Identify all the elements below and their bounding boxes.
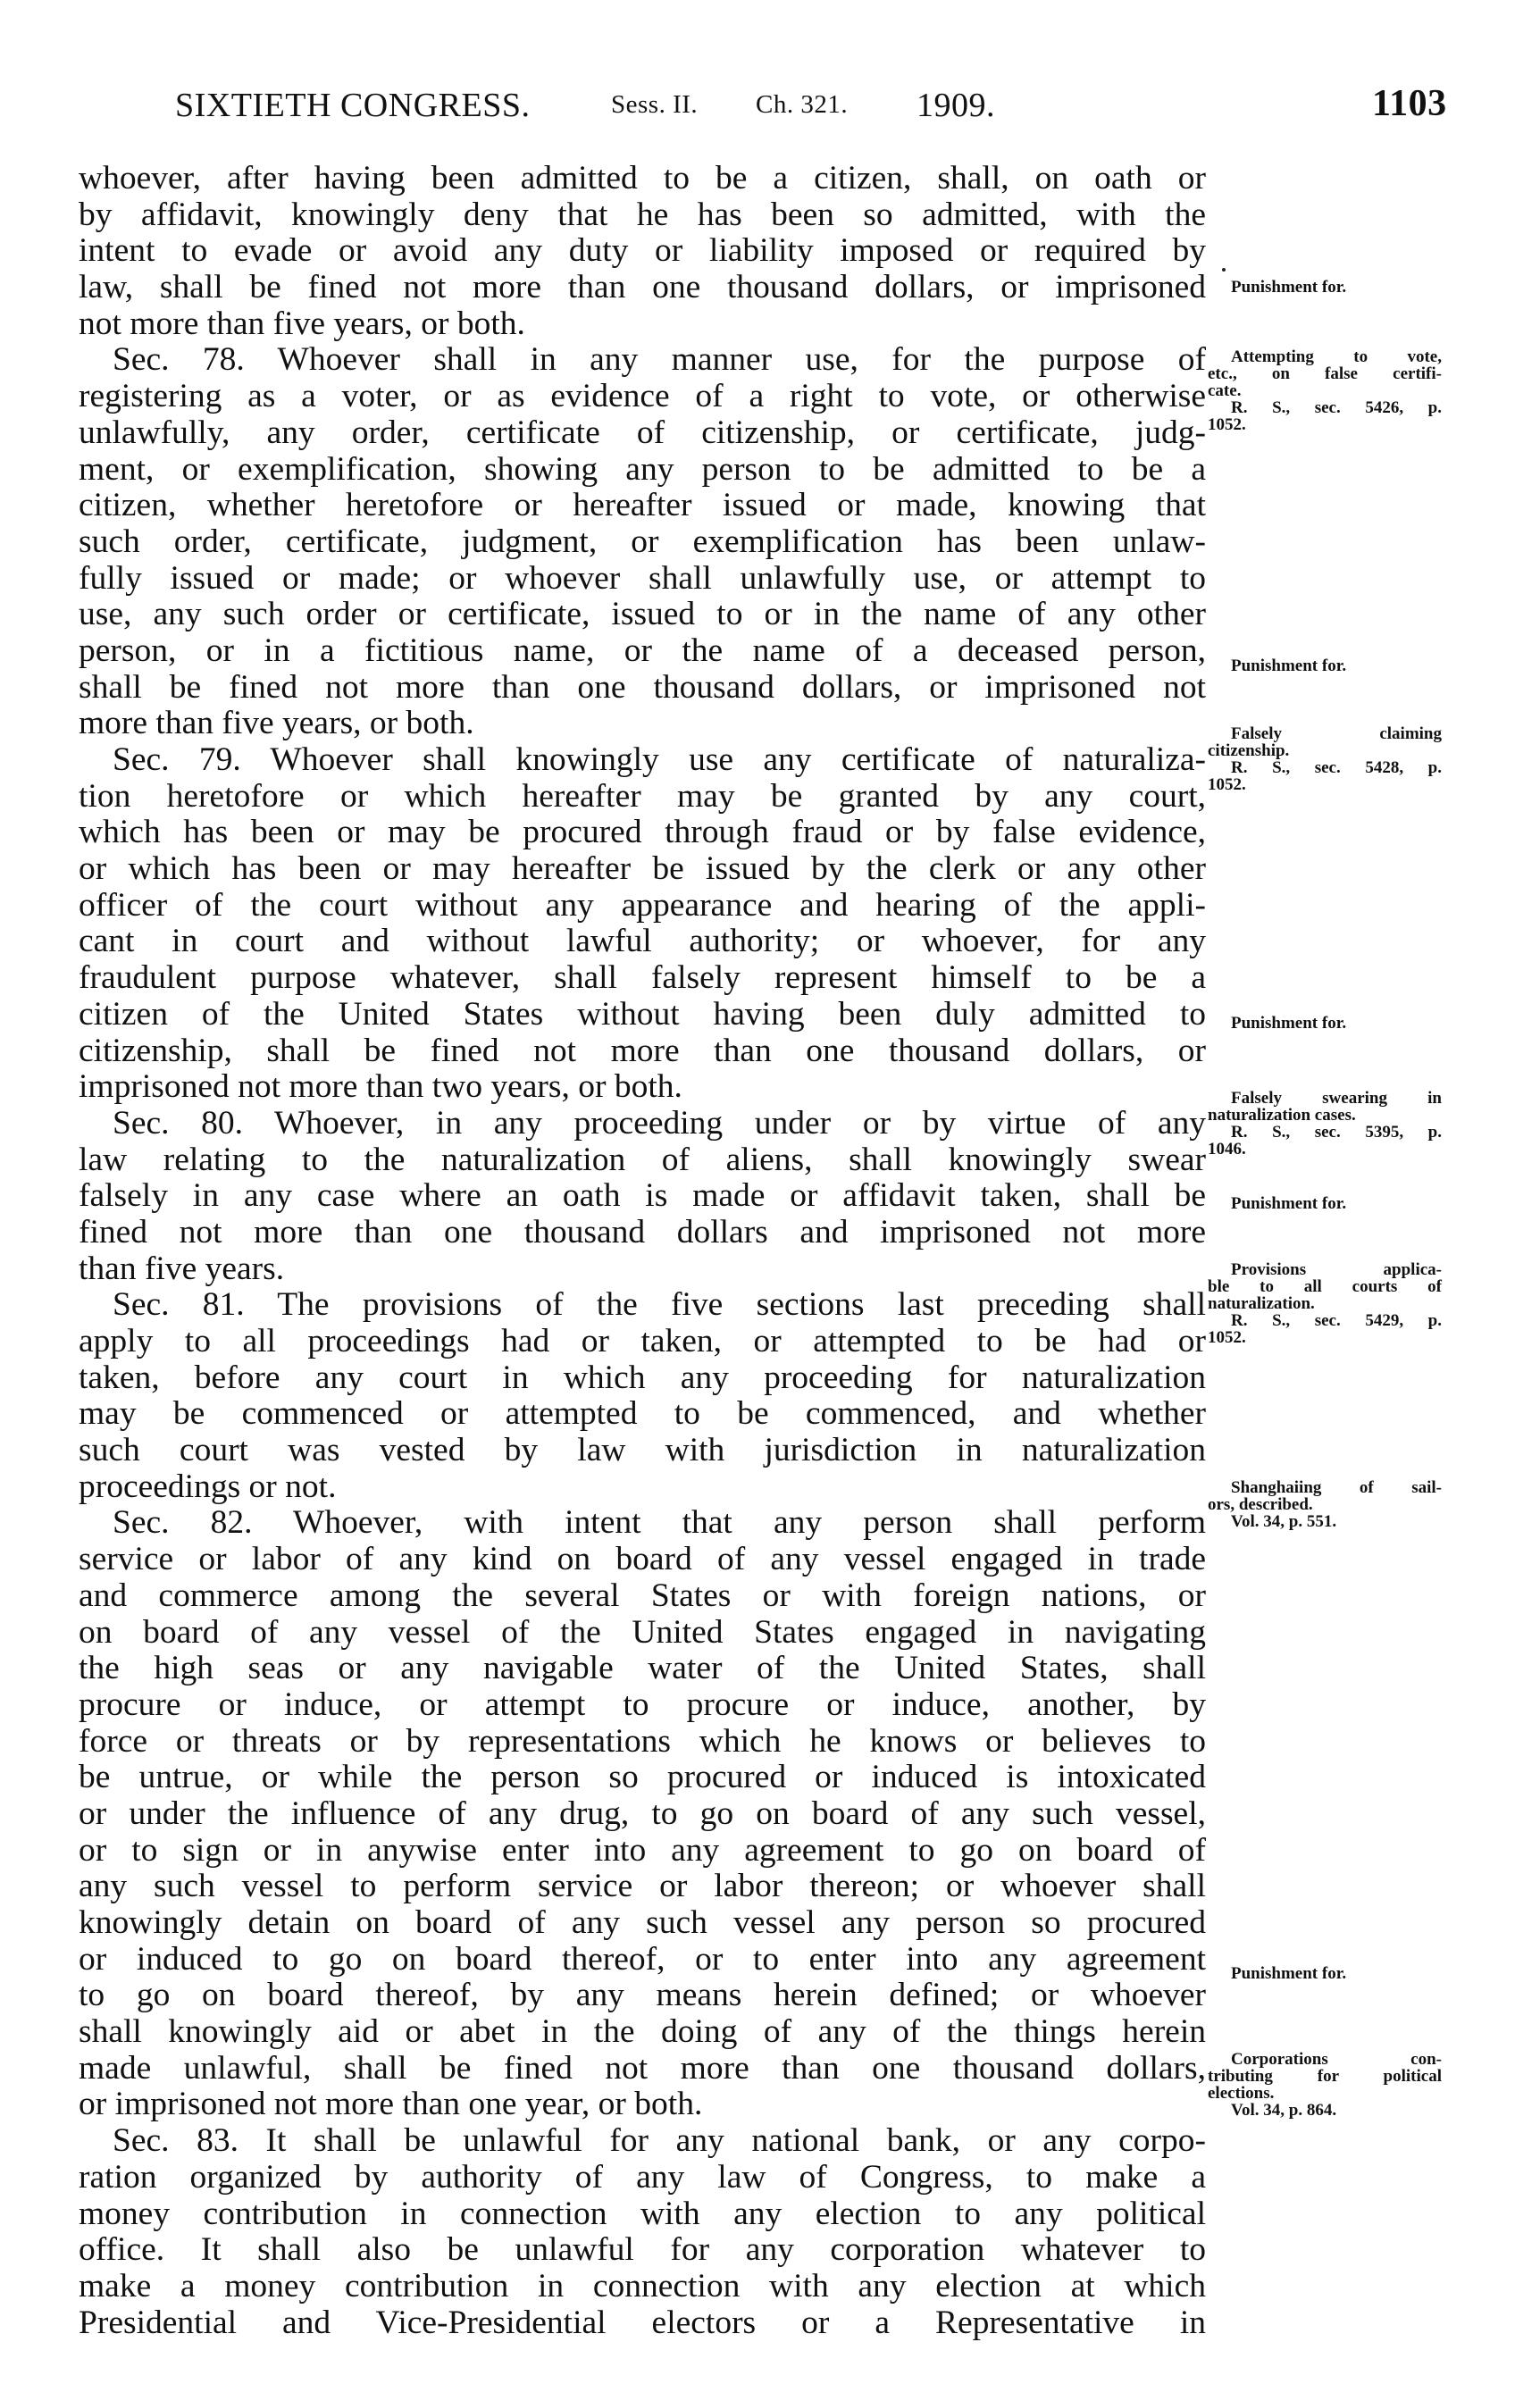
note-line: Punishment for. xyxy=(1231,1014,1347,1033)
text-line: to go on board thereof, by any means herein defined; or whoever xyxy=(79,1977,1206,2014)
margin-note-punishment-78 xyxy=(1208,657,1442,674)
note-line: cate. xyxy=(1208,381,1242,400)
header-chapter: Ch. 321. xyxy=(756,90,849,119)
text-line: or under the influence of any drug, to go on board of any such vessel, xyxy=(79,1794,1206,1832)
text-line: Presidential and Vice-Presidential electors or a Representative in xyxy=(79,2304,1206,2341)
text-line: or induced to go on board thereof, or to enter into any agreement xyxy=(79,1940,1206,1978)
text-line: than five years. xyxy=(79,1250,285,1287)
text-line: cant in court and without lawful authority; or whoever, for any xyxy=(79,923,1206,960)
margin-note-punishment-79 xyxy=(1208,1015,1442,1032)
section-78-start: Sec. 78. Whoever shall in any manner use, for the purpose of xyxy=(113,341,1206,379)
note-line: naturalization. xyxy=(1208,1294,1315,1313)
text-line: fined not more than one thousand dollars and imprisoned not more xyxy=(79,1213,1206,1251)
note-line: Punishment for. xyxy=(1231,657,1347,675)
text-line: money contribution in connection with any election to any political xyxy=(79,2195,1206,2232)
note-line: Provisions applica- xyxy=(1231,1260,1442,1279)
text-line: shall knowingly aid or abet in the doing of any of the things herein xyxy=(79,2013,1206,2051)
section-82-start: Sec. 82. Whoever, with intent that any person shall perform xyxy=(113,1504,1206,1542)
text-line: or which has been or may hereafter be issued by the clerk or any other xyxy=(79,850,1206,888)
header-session: Sess. II. xyxy=(611,90,699,119)
text-line: by affidavit, knowingly deny that he has been so admitted, with the xyxy=(79,196,1206,233)
text-line: or imprisoned not more than one year, or both. xyxy=(79,2086,703,2123)
note-line: Falsely claiming xyxy=(1231,724,1442,743)
note-line: 1052. xyxy=(1208,415,1246,434)
text-line: and commerce among the several States or with foreign nations, or xyxy=(79,1577,1206,1614)
running-header xyxy=(175,83,1479,130)
note-line: ors, described. xyxy=(1208,1495,1313,1514)
header-congress: SIXTIETH CONGRESS. xyxy=(175,87,531,124)
note-line: 1052. xyxy=(1208,1328,1246,1347)
text-line: made unlawful, shall be fined not more than one thousand dollars, xyxy=(79,2049,1206,2087)
text-line: law, shall be fined not more than one thousand dollars, or imprisoned xyxy=(79,269,1206,306)
text-line: which has been or may be procured through fraud or by false evidence, xyxy=(79,814,1206,851)
margin-note-attempting-to-vote xyxy=(1208,348,1442,433)
text-line: more than five years, or both. xyxy=(79,705,474,742)
note-line: R. S., sec. 5429, p. xyxy=(1231,1311,1442,1330)
text-line: unlawfully, any order, certificate of citizenship, or certificate, judg- xyxy=(79,414,1206,451)
text-line: the high seas or any navigable water of the United States, shall xyxy=(79,1650,1206,1687)
text-line: registering as a voter, or as evidence of a right to vote, or otherwise xyxy=(79,378,1206,415)
note-line: etc., on false certifi- xyxy=(1208,364,1442,383)
text-line: such order, certificate, judgment, or exemplification has been unlaw- xyxy=(79,523,1206,560)
text-line: citizenship, shall be fined not more than one thousand dollars, or xyxy=(79,1032,1206,1069)
text-line: any such vessel to perform service or labor thereon; or whoever shall xyxy=(79,1868,1206,1905)
text-line: service or labor of any kind on board of any vessel engaged in trade xyxy=(79,1541,1206,1578)
margin-note-punishment-82 xyxy=(1208,1965,1442,1982)
margin-note-punishment-80 xyxy=(1208,1195,1442,1212)
text-line: make a money contribution in connection with any election at which xyxy=(79,2267,1206,2305)
text-line: may be commenced or attempted to be commenced, and whether xyxy=(79,1395,1206,1433)
margin-note-punishment-77 xyxy=(1208,279,1442,296)
note-line: Vol. 34, p. 551. xyxy=(1231,1512,1337,1531)
text-line: intent to evade or avoid any duty or liability imposed or required by xyxy=(79,232,1206,270)
note-line: 1052. xyxy=(1208,775,1246,794)
text-line: falsely in any case where an oath is made or affidavit taken, shall be xyxy=(79,1177,1206,1215)
text-line: whoever, after having been admitted to be a citizen, shall, on oath or xyxy=(79,160,1206,197)
text-line: knowingly detain on board of any such vessel any person so procured xyxy=(79,1904,1206,1941)
note-line: ble to all courts of xyxy=(1208,1277,1442,1296)
page-number: 1103 xyxy=(1372,83,1447,124)
text-line: or to sign or in anywise enter into any agreement to go on board of xyxy=(79,1831,1206,1869)
text-line: fraudulent purpose whatever, shall falsely represent himself to be a xyxy=(79,959,1206,997)
text-line: force or threats or by representations which he knows or believes to xyxy=(79,1722,1206,1760)
note-line: R. S., sec. 5426, p. xyxy=(1231,398,1442,417)
note-line: tributing for political xyxy=(1208,2067,1442,2086)
text-line: ration organized by authority of any law of Congress, to make a xyxy=(79,2158,1206,2196)
text-line: procure or induce, or attempt to procure or induce, another, by xyxy=(79,1686,1206,1723)
text-line: not more than five years, or both. xyxy=(79,305,525,342)
margin-note-shanghaiing xyxy=(1208,1479,1442,1530)
text-line: imprisoned not more than two years, or both. xyxy=(79,1068,682,1106)
note-line: Shanghaiing of sail- xyxy=(1231,1478,1442,1497)
text-line: use, any such order or certificate, issued to or in the name of any other xyxy=(79,596,1206,633)
note-line: elections. xyxy=(1208,2084,1275,2103)
note-line: Vol. 34, p. 864. xyxy=(1231,2101,1337,2120)
text-line: person, or in a fictitious name, or the name of a deceased person, xyxy=(79,632,1206,669)
note-line: Punishment for. xyxy=(1231,1194,1347,1213)
text-line: on board of any vessel of the United States engaged in navigating xyxy=(79,1613,1206,1651)
header-year: 1909. xyxy=(916,87,995,124)
margin-note-falsely-swearing xyxy=(1208,1090,1442,1158)
text-line: citizen of the United States without having been duly admitted to xyxy=(79,995,1206,1033)
note-line: 1046. xyxy=(1208,1140,1246,1159)
section-83-start: Sec. 83. It shall be unlawful for any national bank, or any corpo- xyxy=(113,2122,1206,2160)
section-81-start: Sec. 81. The provisions of the five sections last preceding shall xyxy=(113,1286,1206,1324)
margin-note-corporations-contributing xyxy=(1208,2051,1442,2119)
note-line: Falsely swearing in xyxy=(1231,1089,1442,1108)
note-line: Corporations con- xyxy=(1231,2050,1442,2069)
text-line: office. It shall also be unlawful for any corporation whatever to xyxy=(79,2231,1206,2269)
text-line: be untrue, or while the person so procured or induced is intoxicated xyxy=(79,1759,1206,1796)
text-line: shall be fined not more than one thousand dollars, or imprisoned not xyxy=(79,668,1206,706)
note-line: R. S., sec. 5395, p. xyxy=(1231,1123,1442,1142)
text-line: law relating to the naturalization of aliens, shall knowingly swear xyxy=(79,1141,1206,1178)
note-line: citizenship. xyxy=(1208,741,1290,760)
text-line: ment, or exemplification, showing any person to be admitted to be a xyxy=(79,450,1206,488)
text-line: taken, before any court in which any proceeding for naturalization xyxy=(79,1359,1206,1396)
text-line: citizen, whether heretofore or hereafter issued or made, knowing that xyxy=(79,487,1206,524)
note-line: Punishment for. xyxy=(1231,278,1347,297)
text-line: apply to all proceedings had or taken, or attempted to be had or xyxy=(79,1323,1206,1359)
text-line: proceedings or not. xyxy=(79,1468,337,1505)
note-line: R. S., sec. 5428, p. xyxy=(1231,758,1442,777)
text-line: fully issued or made; or whoever shall unlawfully use, or attempt to xyxy=(79,559,1206,597)
stray-mark xyxy=(1222,268,1226,272)
statute-body-text xyxy=(79,161,1206,2341)
margin-note-provisions-applicable xyxy=(1208,1261,1442,1346)
text-line: tion heretofore or which hereafter may be granted by any court, xyxy=(79,777,1206,815)
note-line: naturalization cases. xyxy=(1208,1106,1356,1125)
section-79-start: Sec. 79. Whoever shall knowingly use any certificate of naturaliza- xyxy=(113,741,1206,778)
text-line: such court was vested by law with jurisdiction in naturalization xyxy=(79,1432,1206,1469)
text-line: officer of the court without any appearance and hearing of the appli- xyxy=(79,886,1206,924)
section-80-start: Sec. 80. Whoever, in any proceeding under or by virtue of any xyxy=(113,1104,1206,1142)
margin-note-falsely-claiming xyxy=(1208,725,1442,793)
note-line: Punishment for. xyxy=(1231,1964,1347,1983)
note-line: Attempting to vote, xyxy=(1231,347,1442,366)
